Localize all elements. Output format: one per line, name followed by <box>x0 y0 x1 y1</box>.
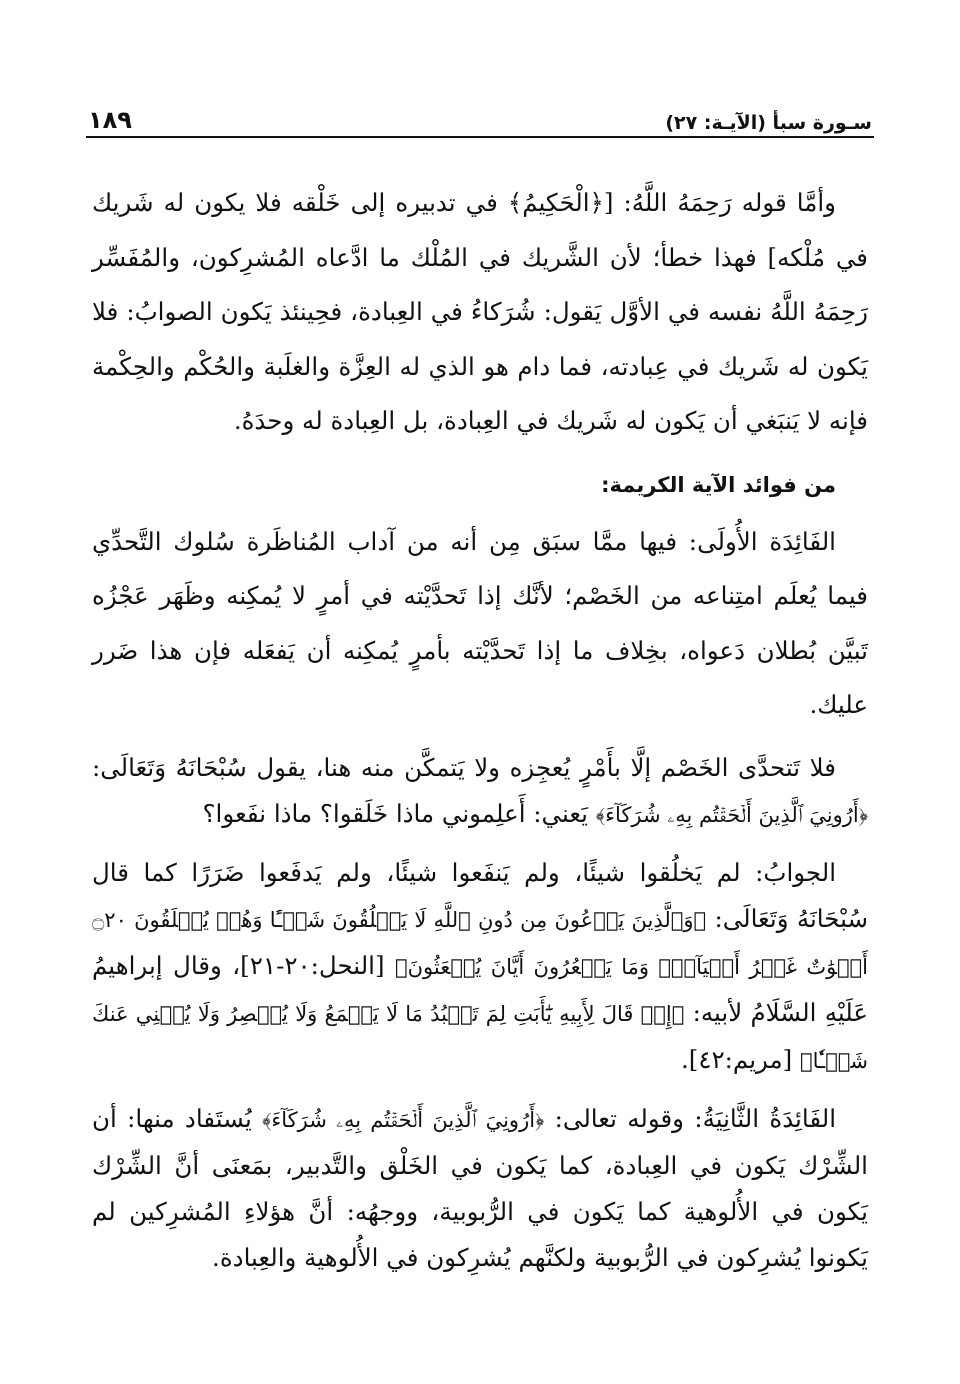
paragraph-first-benefit: الفَائِدَة الأُولَى: فيها ممَّا سبَق مِن أنه من آداب المُناظَرة سُلوك التَّحدِّي فيما يُعلَم امتِناعه من الخَصْم؛ لأنَّك إذا تَحدَّيْته في أمرٍ لا يُمكِنه وظَهَر عَجْزُه تَبيَّن بُطلان دَعواه، بخِلاف ما إذا تَحدَّيْته بأمرٍ يُمكِنه أن يَفعَله فإن هذا ضَرر عليك. <box>92 526 868 719</box>
paragraph-tafsir-comment: وأمَّا قوله رَحِمَهُ اللَّهُ: [﴿الْحَكِيمُ﴾ في تدبيره إلى خَلْقه فلا يكون له شَريك في مُلْكه] فهذا خطأ؛ لأن الشَّريك في المُلْك ما ادَّعاه المُشرِكون، والمُفَسِّر رَحِمَهُ اللَّهُ نفسه في الأوَّل يَقول: شُرَكاءُ في العِبادة، فحِينئذ يَكون الصوابُ: فلا يَكون له شَريك في عِبادته، فما دام هو الذي له العِزَّة والغلَبة والحُكْم والحِكْمة فإنه لا يَنبَغي أن يَكون له شَريك في العِبادة، بل العِبادة له وحدَهُ. <box>92 188 868 435</box>
paragraph-text: فلا تَتحدَّى الخَصْم إلَّا بأَمْرٍ يُعجِزه ولا يَتمكَّن منه هنا، يقول سُبْحَانَهُ وَتَعَالَى: <box>92 752 836 782</box>
surah-header-title: سـورة سبأ (الآيـة: ٢٧) <box>665 112 872 134</box>
quran-verse: ﴿أَرُونِيَ ٱلَّذِينَ أَلۡحَقۡتُم بِهِۦ شُرَكَآءَ﴾ <box>595 802 868 827</box>
paragraph-text: يَعني: أَعلِموني ماذا خَلَقوا؟ ماذا نفَعوا؟ <box>202 798 588 828</box>
paragraph-answer <box>92 850 868 1084</box>
paragraph-text: الجوابُ: لم يَخلُقوا شيئًا، ولم يَنفَعوا شيئًا، ولم يَدفَعوا ضَرَرًا كما قال سُبْحَانَهُ وَتَعَالَى: <box>92 857 868 933</box>
page-number: ١٨٩ <box>88 106 132 134</box>
paragraph-challenge <box>92 745 868 838</box>
quran-verse: ﴿إِذۡ قَالَ لِأَبِيهِ يَٰٓأَبَتِ لِمَ تَعۡبُدُ مَا لَا يَسۡمَعُ وَلَا يُبۡصِرُ وَلَا يُغۡنِي عَنكَ شَيۡـٔٗا﴾ <box>92 1001 868 1073</box>
page-header <box>88 98 872 134</box>
paragraph-text: يُستَفاد منها: أن الشِّرْك يَكون في العِبادة، كما يَكون في الخَلْق والتَّدبير، بمَعنَى أنَّ الشِّرْك يَكون في الأُلوهية كما يَكون في الرُّبوبية، ووجهُه: أنَّ هؤلاءِ المُشرِكين لم يَكونوا يُشرِكون في الرُّبوبية ولكنَّهم يُشرِكون في الأُلوهية والعِبادة. <box>92 1103 868 1272</box>
paragraph-second-benefit <box>92 1096 868 1281</box>
section-heading: من فوائد الآية الكريمة: <box>601 472 836 497</box>
header-divider <box>86 136 874 138</box>
verse-reference: [النحل:٢٠-٢١]، وقال إبراهيمُ عَلَيْهِ السَّلَامُ لأبيه: <box>92 950 868 1027</box>
verse-reference: [مريم:٤٢]. <box>680 1044 793 1074</box>
quran-verse: ﴿أَرُونِيَ ٱلَّذِينَ أَلۡحَقۡتُم بِهِۦ شُرَكَآءَ﴾ <box>262 1107 545 1132</box>
paragraph-text: الفَائِدَةُ الثَّانِيَةُ: وقوله تعالى: <box>554 1103 836 1133</box>
page-body <box>92 176 868 1281</box>
quran-verse: ﴿وَٱلَّذِينَ يَدۡعُونَ مِن دُونِ ٱللَّهِ لَا يَخۡلُقُونَ شَيۡـًٔا وَهُمۡ يُخۡلَقُونَ ۝٢٠ أَمۡوَٰتٌ غَيۡرُ أَحۡيَآءٖۖ وَمَا يَشۡعُرُونَ أَيَّانَ يُبۡعَثُونَ﴾ <box>92 907 868 979</box>
